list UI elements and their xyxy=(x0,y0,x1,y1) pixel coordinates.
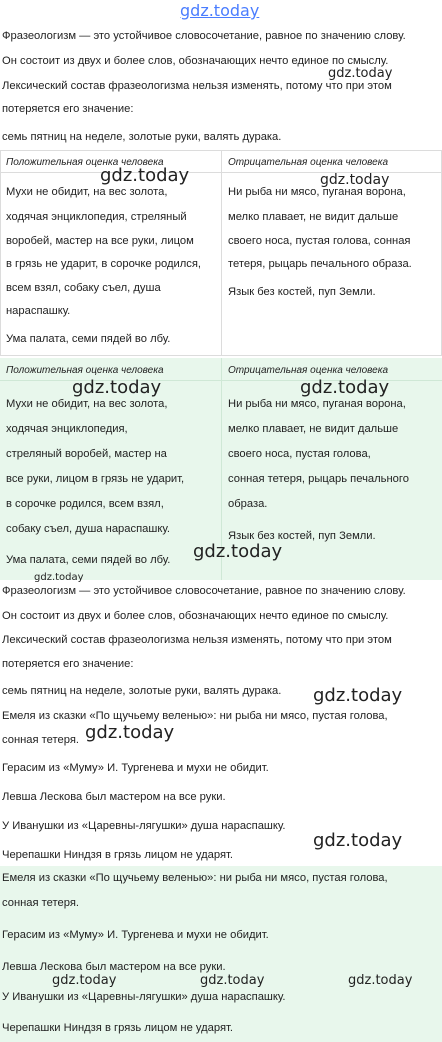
table-2-col1-line: в сорочке родился, всем взял, xyxy=(6,498,164,510)
table-1-col2-line: Ни рыба ни мясо, пуганая ворона, xyxy=(228,186,406,198)
intro-line-5: семь пятниц на неделе, золотые руки, валять дурака. xyxy=(2,685,282,697)
table-2-col2-line: своего носа, пустая голова, xyxy=(228,448,371,460)
table-1-col2-header: Отрицательная оценка человека xyxy=(228,157,389,168)
table-1-col1-line: нараспашку. xyxy=(6,305,71,317)
table-1-col1-header: Положительная оценка человека xyxy=(6,157,164,168)
watermark-text: gdz.today xyxy=(72,377,162,398)
example-line: Герасим из «Муму» И. Тургенева и мухи не обидит. xyxy=(2,929,269,941)
table-2-col1-line: Мухи не обидит, на вес золота, xyxy=(6,398,168,410)
table-1-col2-line: своего носа, пустая голова, сонная xyxy=(228,235,411,247)
intro-line-2: Он состоит из двух и более слов, обозначающих нечто единое по смыслу. xyxy=(2,610,389,622)
intro-line-3: Лексический состав фразеологизма нельзя изменять, потому что при этом xyxy=(2,634,392,646)
table-1-col2-line: Язык без костей, пуп Земли. xyxy=(228,286,376,298)
watermark-text: gdz.today xyxy=(85,722,175,743)
example-line: Герасим из «Муму» И. Тургенева и мухи не обидит. xyxy=(2,762,269,774)
watermark-text: gdz.today xyxy=(328,66,393,81)
table-2-col2-line: Ни рыба ни мясо, пуганая ворона, xyxy=(228,398,406,410)
example-line: Черепашки Ниндзя в грязь лицом не ударят. xyxy=(2,849,234,861)
watermark-text: gdz.today xyxy=(34,572,84,583)
table-1-col1-line: в грязь не ударит, в сорочке родился, xyxy=(6,258,202,270)
intro-line-5: семь пятниц на неделе, золотые руки, валять дурака. xyxy=(2,131,282,143)
watermark-text: gdz.today xyxy=(100,165,190,186)
intro-line-3: Лексический состав фразеологизма нельзя изменять, потому что при этом xyxy=(2,80,392,92)
example-line: Емеля из сказки «По щучьему веленью»: ни рыба ни мясо, пустая голова, xyxy=(2,710,388,722)
table-1-col2-line: мелко плавает, не видит дальше xyxy=(228,211,399,223)
table-2-col1-line: все руки, лицом в грязь не ударит, xyxy=(6,473,185,485)
watermark-text: gdz.today xyxy=(193,541,283,562)
table-1-col1-line: воробей, мастер на все руки, лицом xyxy=(6,235,194,247)
example-line: Левша Лескова был мастером на все руки. xyxy=(2,791,226,803)
intro-line-1: Фразеологизм — это устойчивое словосочетание, равное по значению слову. xyxy=(2,30,406,42)
example-line: Емеля из сказки «По щучьему веленью»: ни рыба ни мясо, пустая голова, xyxy=(2,872,388,884)
watermark-text: gdz.today xyxy=(200,973,265,988)
watermark-text: gdz.today xyxy=(313,685,403,706)
site-logo[interactable]: gdz.today xyxy=(180,1,260,20)
example-line: сонная тетеря. xyxy=(2,734,80,746)
table-1-col1-line: Ума палата, семи пядей во лбу. xyxy=(6,333,171,345)
table-2-col1-line: собаку съел, душа нараспашку. xyxy=(6,523,170,535)
example-line: У Иванушки из «Царевны-лягушки» душа нараспашку. xyxy=(2,991,286,1003)
table-2-col2-line: образа. xyxy=(228,498,268,510)
examples-green-background xyxy=(0,866,442,1042)
watermark-text: gdz.today xyxy=(320,172,390,188)
table-2-col2-line: сонная тетеря, рыцарь печального xyxy=(228,473,409,485)
table-2-col2-line: мелко плавает, не видит дальше xyxy=(228,423,399,435)
table-1-col1-line: Мухи не обидит, на вес золота, xyxy=(6,186,168,198)
table-2-col1-line: Ума палата, семи пядей во лбу. xyxy=(6,554,171,566)
intro-line-2: Он состоит из двух и более слов, обозначающих нечто единое по смыслу. xyxy=(2,55,389,67)
table-1-col1-line: всем взял, собаку съел, душа xyxy=(6,282,161,294)
example-line: Черепашки Ниндзя в грязь лицом не ударят. xyxy=(2,1022,234,1034)
table-1-divider xyxy=(221,150,222,356)
table-2-col2-header: Отрицательная оценка человека xyxy=(228,365,389,376)
example-line: сонная тетеря. xyxy=(2,897,80,909)
table-1-col1-line: ходячая энциклопедия, стреляный xyxy=(6,211,187,223)
intro-line-1: Фразеологизм — это устойчивое словосочетание, равное по значению слову. xyxy=(2,585,406,597)
example-line: У Иванушки из «Царевны-лягушки» душа нараспашку. xyxy=(2,820,286,832)
table-1-col2-line: тетеря, рыцарь печального образа. xyxy=(228,258,412,270)
example-line: Левша Лескова был мастером на все руки. xyxy=(2,961,226,973)
watermark-text: gdz.today xyxy=(52,973,117,988)
table-2-col2-line: Язык без костей, пуп Земли. xyxy=(228,530,376,542)
table-2-col1-line: ходячая энциклопедия, xyxy=(6,423,128,435)
intro-line-4: потеряется его значение: xyxy=(2,103,134,115)
table-2-col1-header: Положительная оценка человека xyxy=(6,365,164,376)
table-2-col1-line: стреляный воробей, мастер на xyxy=(6,448,167,460)
intro-line-4: потеряется его значение: xyxy=(2,658,134,670)
watermark-text: gdz.today xyxy=(348,973,413,988)
watermark-text: gdz.today xyxy=(313,830,403,851)
watermark-text: gdz.today xyxy=(300,377,390,398)
